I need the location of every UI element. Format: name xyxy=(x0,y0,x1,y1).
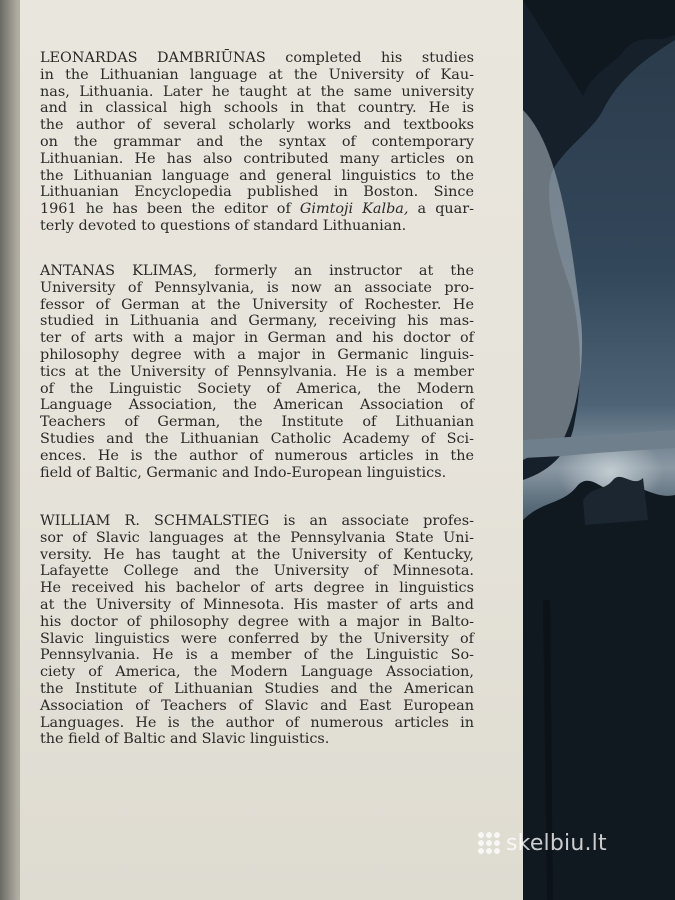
watermark xyxy=(478,828,607,858)
bio-line: philosophy degree with a major in Germanic linguis- xyxy=(40,346,474,363)
bio-line: Pennsylvania. He is a member of the Linguistic So- xyxy=(40,647,474,664)
bio-line: in the Lithuanian language at the University of Kau- xyxy=(40,66,474,83)
bio-line: nas, Lithuania. Later he taught at the same university xyxy=(40,83,474,100)
bio-klimas xyxy=(40,263,474,481)
bio-line: tics at the University of Pennsylvania. He is a member xyxy=(40,363,474,380)
bio-line-part: a quar- xyxy=(417,201,474,218)
bio-line: Lafayette College and the University of Minnesota. xyxy=(40,563,474,580)
bio-line: versity. He has taught at the University of Kentucky, xyxy=(40,546,474,563)
bio-line: Lithuanian. He has also contributed many articles on xyxy=(40,150,474,167)
bio-line: at the University of Minnesota. His master of arts and xyxy=(40,596,474,613)
bio-schmalstieg xyxy=(40,513,474,748)
bio-line: field of Baltic, Germanic and Indo-European linguistics. xyxy=(40,464,447,481)
bio-line: Slavic linguistics were conferred by the University of xyxy=(40,630,474,647)
book-spine-edge xyxy=(0,0,20,900)
cover-photo-illustration xyxy=(523,0,675,900)
bio-line-with-title xyxy=(40,201,474,218)
dots-grid-icon xyxy=(478,832,500,854)
bio-line: the Institute of Lithuanian Studies and the American xyxy=(40,680,474,697)
bio-line: fessor of German at the University of Rochester. He xyxy=(40,296,474,313)
bio-line: WILLIAM R. SCHMALSTIEG is an associate profes- xyxy=(40,513,474,529)
journal-title: Gimtoji Kalba, xyxy=(299,201,409,218)
bio-line: on the grammar and the syntax of contemporary xyxy=(40,133,474,150)
bio-line: terly devoted to questions of standard Lithuanian. xyxy=(40,217,407,234)
bio-line: Languages. He is the author of numerous articles in xyxy=(40,714,474,731)
bio-line: Association of Teachers of Slavic and East European xyxy=(40,697,474,714)
bio-line: the Lithuanian language and general linguistics to the xyxy=(40,167,474,184)
bio-dambriunas xyxy=(40,50,474,235)
bio-line: Teachers of German, the Institute of Lithuanian xyxy=(40,414,474,431)
bio-line: his doctor of philosophy degree with a major in Balto- xyxy=(40,613,474,630)
watermark-text: skelbiu.lt xyxy=(506,830,607,856)
bio-line: ANTANAS KLIMAS, formerly an instructor at the xyxy=(40,263,474,279)
bio-line: University of Pennsylvania, is now an associate pro- xyxy=(40,279,474,296)
bio-line: the field of Baltic and Slavic linguistics. xyxy=(40,731,330,748)
bio-line: ciety of America, the Modern Language Association, xyxy=(40,664,474,681)
bio-line: studied in Lithuania and Germany, receiving his mas- xyxy=(40,313,474,330)
bio-line: Lithuanian Encyclopedia published in Boston. Since xyxy=(40,184,474,201)
bio-line: Language Association, the American Association of xyxy=(40,397,474,414)
bio-line: the author of several scholarly works and textbooks xyxy=(40,117,474,134)
bio-line: LEONARDAS DAMBRIŪNAS completed his studies xyxy=(40,50,474,66)
cover-photo xyxy=(523,0,675,900)
bio-line: sor of Slavic languages at the Pennsylvania State Uni- xyxy=(40,529,474,546)
bio-line-part: 1961 he has been the editor of xyxy=(40,201,300,218)
bio-line: of the Linguistic Society of America, the Modern xyxy=(40,380,474,397)
bio-line: Studies and the Lithuanian Catholic Academy of Sci- xyxy=(40,430,474,447)
bio-line: ter of arts with a major in German and his doctor of xyxy=(40,330,474,347)
bio-line: ences. He is the author of numerous articles in the xyxy=(40,447,474,464)
bio-line: and in classical high schools in that country. He is xyxy=(40,100,474,117)
bio-line: He received his bachelor of arts degree in linguistics xyxy=(40,580,474,597)
